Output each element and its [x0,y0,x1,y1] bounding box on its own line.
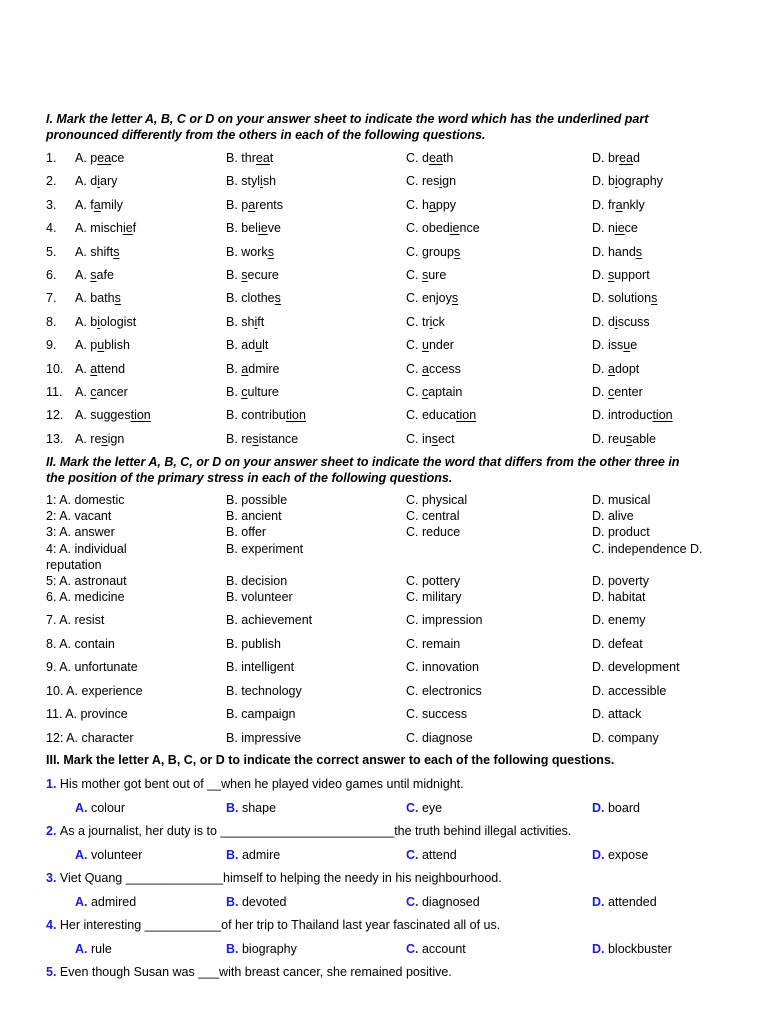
underlined-part: a [90,362,98,376]
underlined-part: s [274,291,281,305]
stress-option-b[interactable]: B. achievement [226,613,313,627]
answer-option-b[interactable]: B. devoted [226,895,287,909]
question-stem: 1. His mother got bent out of __when he played video games until midnight. [46,777,464,791]
stress-option-b[interactable]: B. experiment [226,542,304,556]
stress-option-a[interactable]: 10. A. experience [46,684,143,698]
stress-option-a[interactable]: 12: A. character [46,731,134,745]
underlined-part: i [97,315,101,329]
stress-option-d[interactable]: D. alive [592,509,634,523]
underlined-part: ea [619,151,633,165]
question-number: 2. [46,824,60,838]
answer-option-d[interactable]: D. expose [592,848,649,862]
stress-option-b[interactable]: B. publish [226,637,281,651]
underlined-part: s [607,268,615,282]
underlined-part: ea [428,151,443,165]
underlined-part: s [90,268,97,282]
option-d[interactable]: D. bread [592,151,640,165]
stress-option-d[interactable]: D. poverty [592,574,649,588]
answer-option-d[interactable]: D. board [592,801,640,815]
underlined-part: c [607,385,615,399]
underlined-part: s [451,291,459,305]
option-d[interactable]: D. center [592,385,643,399]
stress-option-c[interactable]: C. central [406,509,460,523]
stress-option-b[interactable]: B. possible [226,493,288,507]
option-b[interactable]: B. parents [226,198,283,212]
underlined-part: s [651,291,658,305]
question-number: 7. [46,291,57,305]
section-2-heading-line-2: the position of the primary stress in each of the following questions. [46,471,453,485]
underlined-part: u [623,338,631,352]
option-a[interactable]: A. diary [75,174,118,188]
underlined-part: u [97,338,105,352]
option-d[interactable]: D. frankly [592,198,645,212]
underlined-part: c [421,385,429,399]
question-number: 5. [46,245,57,259]
question-number: 8. [46,315,57,329]
option-d[interactable]: D. issue [592,338,638,352]
option-d[interactable]: D. solutions [592,291,658,305]
underlined-part: s [431,432,438,446]
underlined-part: i [97,174,101,188]
answer-option-c[interactable]: C. account [406,942,466,956]
underlined-part: ea [97,151,112,165]
underlined-part: s [101,432,108,446]
section-2-heading [46,454,679,486]
answer-option-d[interactable]: D. blockbuster [592,942,672,956]
option-a[interactable]: A. baths [75,291,121,305]
underlined-part: a [615,198,623,212]
underlined-part: ie [449,221,460,235]
underlined-part: s [114,291,121,305]
stress-option-c[interactable]: C. success [406,707,468,721]
option-d[interactable]: D. biography [592,174,663,188]
underlined-part: c [90,385,97,399]
underlined-part: s [241,268,248,282]
underlined-part: a [428,198,436,212]
option-a[interactable]: A. resign [75,432,125,446]
stress-option-b[interactable]: B. volunteer [226,590,293,604]
answer-option-a[interactable]: A. rule [75,942,112,956]
stress-option-d[interactable]: D. attack [592,707,642,721]
option-b[interactable]: B. contribution [226,408,306,422]
option-b[interactable]: B. admire [226,362,280,376]
question-number: 4. [46,918,60,932]
stress-option-c[interactable]: C. diagnose [406,731,473,745]
question-number: 12. [46,408,64,422]
option-c[interactable]: C. sure [406,268,447,282]
question-number: 4. [46,221,57,235]
option-d[interactable]: D. discuss [592,315,650,329]
option-c[interactable]: C. enjoys [406,291,459,305]
underlined-part: ie [257,221,268,235]
option-a[interactable]: A. shifts [75,245,120,259]
underlined-part: tion [130,408,151,422]
answer-option-a[interactable]: A. admired [75,895,137,909]
option-b[interactable]: B. stylish [226,174,277,188]
question-number: 5. [46,965,60,979]
stress-option-c[interactable]: C. electronics [406,684,482,698]
underlined-part: s [267,245,274,259]
underlined-part: ie [614,221,625,235]
stress-option-b[interactable]: B. ancient [226,509,282,523]
stress-option-d[interactable]: D. product [592,525,650,539]
answer-option-d[interactable]: D. attended [592,895,657,909]
option-d[interactable]: D. hands [592,245,643,259]
underlined-part: i [614,174,618,188]
option-d[interactable]: D. niece [592,221,638,235]
underlined-part: a [93,198,101,212]
option-a[interactable]: A. safe [75,268,114,282]
option-b[interactable]: B. resistance [226,432,299,446]
option-b[interactable]: B. culture [226,385,279,399]
underlined-part: a [421,362,429,376]
stress-option-c[interactable]: C. impression [406,613,483,627]
stress-option-c[interactable]: C. reduce [406,525,461,539]
section-1-heading-line-1: I. Mark the letter A, B, C or D on your answer sheet to indicate the word which has the underlined part [46,112,649,126]
question-number: 9. [46,338,57,352]
underlined-part: a [248,198,256,212]
stress-option-d[interactable]: D. habitat [592,590,646,604]
underlined-part: s [635,245,643,259]
stress-option-b[interactable]: B. intelligent [226,660,295,674]
stress-option-a[interactable]: 11. A. province [46,707,128,721]
question-number: 11. [46,385,63,399]
answer-option-c[interactable]: C. attend [406,848,457,862]
option-b[interactable]: B. secure [226,268,279,282]
stress-option-b[interactable]: B. campaign [226,707,296,721]
underlined-part: s [113,245,120,259]
answer-option-c[interactable]: C. eye [406,801,443,815]
underlined-part: tion [456,408,477,422]
option-d[interactable]: D. support [592,268,650,282]
option-a[interactable]: A. cancer [75,385,128,399]
stress-option-d[interactable]: D. musical [592,493,651,507]
underlined-part: ie [122,221,133,235]
stress-option-a[interactable]: reputation [46,558,102,572]
stress-option-a[interactable]: 6. A. medicine [46,590,125,604]
underlined-part: i [254,315,258,329]
stress-option-b[interactable]: B. technology [226,684,302,698]
answer-option-a[interactable]: A. volunteer [75,848,143,862]
option-c[interactable]: C. happy [406,198,457,212]
underlined-part: s [421,268,429,282]
option-c[interactable]: C. death [406,151,454,165]
option-d[interactable]: D. introduction [592,408,673,422]
option-c[interactable]: C. access [406,362,461,376]
option-a[interactable]: A. mischief [75,221,137,235]
stress-option-a[interactable]: 2: A. vacant [46,509,112,523]
underlined-part: ea [255,151,270,165]
stress-option-a[interactable]: 4: A. individual [46,542,127,556]
underlined-part: i [614,315,618,329]
option-b[interactable]: B. threat [226,151,274,165]
option-b[interactable]: B. works [226,245,274,259]
stress-option-d[interactable]: D. company [592,731,659,745]
option-a[interactable]: A. biologist [75,315,137,329]
underlined-part: i [439,174,443,188]
question-stem: 5. Even though Susan was ___with breast cancer, she remained positive. [46,965,452,979]
underlined-part: u [421,338,429,352]
option-b[interactable]: B. believe [226,221,281,235]
question-number: 13. [46,432,64,446]
stress-option-b[interactable]: B. decision [226,574,288,588]
section-2-heading-line-1: II. Mark the letter A, B, C, or D on your answer sheet to indicate the word that differs from the other three in [46,455,680,469]
stress-option-b[interactable]: B. impressive [226,731,302,745]
stress-option-a[interactable]: 9. A. unfortunate [46,660,138,674]
option-b[interactable]: B. clothes [226,291,281,305]
option-c[interactable]: C. insect [406,432,455,446]
underlined-part: tion [285,408,306,422]
option-b[interactable]: B. adult [226,338,269,352]
underlined-part: s [626,432,633,446]
question-stem: 4. Her interesting ___________of her trip to Thailand last year fascinated all of us. [46,918,501,932]
stress-option-c[interactable]: C. pottery [406,574,461,588]
option-a[interactable]: A. peace [75,151,125,165]
underlined-part: a [607,362,615,376]
stress-option-a[interactable]: 3: A. answer [46,525,115,539]
underlined-part: a [241,362,249,376]
underlined-part: s [453,245,461,259]
answer-option-c[interactable]: C. diagnosed [406,895,480,909]
question-number: 1. [46,151,57,165]
question-number: 1. [46,777,60,791]
stress-option-d[interactable]: C. independence D. [592,542,703,556]
underlined-part: c [241,385,248,399]
underlined-part: u [255,338,263,352]
question-number: 6. [46,268,57,282]
question-number: 3. [46,198,57,212]
option-a[interactable]: A. suggestion [75,408,151,422]
stress-option-c[interactable]: C. innovation [406,660,479,674]
option-c[interactable]: C. obedience [406,221,480,235]
answer-option-a[interactable]: A. colour [75,801,126,815]
question-number: 2. [46,174,57,188]
section-3-heading: III. Mark the letter A, B, C, or D to indicate the correct answer to each of the following questions. [46,753,615,767]
option-c[interactable]: C. captain [406,385,463,399]
stress-option-d[interactable]: D. accessible [592,684,667,698]
option-b[interactable]: B. shift [226,315,265,329]
answer-option-b[interactable]: B. shape [226,801,277,815]
option-a[interactable]: A. family [75,198,123,212]
stress-option-a[interactable]: 7. A. resist [46,613,105,627]
option-c[interactable]: C. trick [406,315,445,329]
option-a[interactable]: A. publish [75,338,130,352]
stress-option-c[interactable]: C. physical [406,493,468,507]
stress-option-a[interactable]: 5: A. astronaut [46,574,127,588]
option-d[interactable]: D. adopt [592,362,640,376]
stress-option-d[interactable]: D. defeat [592,637,643,651]
question-stem: 3. Viet Quang ______________himself to helping the needy in his neighbourhood. [46,871,502,885]
section-1-heading-line-2: pronounced differently from the others in each of the following questions. [46,128,486,142]
underlined-part: s [252,432,259,446]
section-1-heading [46,111,648,143]
option-c[interactable]: C. resign [406,174,457,188]
stress-option-c[interactable]: C. remain [406,637,461,651]
underlined-part: i [260,174,263,188]
question-number: 10. [46,362,64,376]
option-c[interactable]: C. groups [406,245,461,259]
stress-option-a[interactable]: 1: A. domestic [46,493,125,507]
stress-option-b[interactable]: B. offer [226,525,267,539]
question-stem: 2. As a journalist, her duty is to _________________________the truth behind illegal activities. [46,824,572,838]
underlined-part: tion [652,408,673,422]
stress-option-a[interactable]: 8. A. contain [46,637,115,651]
option-a[interactable]: A. attend [75,362,126,376]
option-d[interactable]: D. reusable [592,432,656,446]
underlined-part: i [429,315,433,329]
question-number: 3. [46,871,60,885]
option-c[interactable]: C. under [406,338,454,352]
stress-option-d[interactable]: D. development [592,660,680,674]
stress-option-d[interactable]: D. enemy [592,613,646,627]
answer-option-b[interactable]: B. biography [226,942,297,956]
answer-option-b[interactable]: B. admire [226,848,281,862]
option-c[interactable]: C. education [406,408,477,422]
stress-option-c[interactable]: C. military [406,590,462,604]
